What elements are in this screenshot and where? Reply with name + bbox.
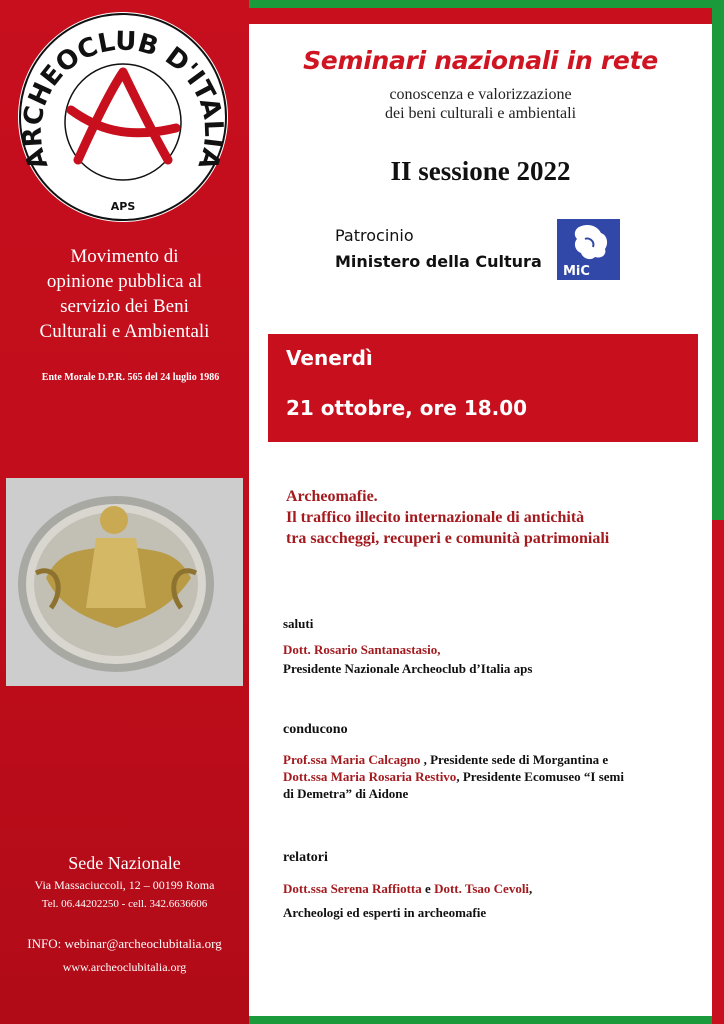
talk-line-2: Il traffico illecito internazionale di antichità [286,509,585,526]
frame-bottom-green [249,1016,712,1024]
frame-right-red [712,520,724,1024]
logo-aps-text: APS [110,200,136,213]
talk-line-3: tra saccheggi, recuperi e comunità patrimoniali [286,530,610,547]
mic-logo-icon [557,219,620,280]
relatori-comma: , [529,881,533,896]
relatori-and: e [421,881,435,896]
page-title: Seminari nazionali in rete [303,46,658,75]
relatori-role: Archeologi ed esperti in archeomafie [283,905,487,920]
subtitle-line-1: conoscenza e valorizzazione [389,86,572,103]
frame-top-red [249,8,712,24]
conducono-role-1: , Presidente sede di Morgantina e [420,752,609,767]
session-title: II sessione 2022 [390,156,571,186]
website-link[interactable]: www.archeoclubitalia.org [62,960,187,974]
saluti-label: saluti [283,616,314,631]
conducono-line-2 [283,768,703,785]
conducono-label: conducono [283,722,348,737]
sede-address: Via Massaciuccoli, 12 – 00199 Roma [34,878,215,892]
event-datetime: 21 ottobre, ore 18.00 [286,396,528,420]
relatori-person-2: Dott. Tsao Cevoli [434,881,530,896]
relatori-person-1: Dott.ssa Serena Raffiotta [283,881,422,896]
saluti-role: Presidente Nazionale Archeoclub d’Italia aps [283,661,533,676]
mic-label: MiC [563,264,590,279]
frame-top-green [249,0,724,8]
conducono-person-1: Prof.ssa Maria Calcagno [283,752,421,767]
archeoclub-logo-icon [16,10,230,224]
patrocinio-label: Patrocinio [335,226,414,245]
subtitle-line-2: dei beni culturali e ambientali [384,105,577,122]
sede-phone: Tel. 06.44202250 - cell. 342.6636606 [41,898,208,910]
left-panel [0,0,249,1024]
date-banner [268,334,698,442]
conducono-line-1 [283,751,703,768]
saluti-person: Dott. Rosario Santanastasio, [283,642,441,657]
talk-title [286,486,706,549]
ministero-label: Ministero della Cultura [335,252,542,271]
relatori-label: relatori [283,850,328,865]
talk-line-1: Archeomafie. [286,488,378,505]
conducono-role-2: , Presidente Ecomuseo “I semi [456,769,624,784]
ente-morale-text: Ente Morale D.P.R. 565 del 24 luglio 1986 [41,372,220,383]
frame-right-green [712,0,724,520]
silver-medallion-photo [6,478,243,686]
conducono-person-2: Dott.ssa Maria Rosaria Restivo [283,769,457,784]
info-email-link[interactable]: INFO: webinar@archeoclubitalia.org [27,936,222,951]
conducono-line-3: di Demetra” di Aidone [283,786,409,801]
event-day: Venerdì [286,346,373,370]
logo-arc-text: ARCHEOCLUB D'ITALIA [17,26,229,173]
movimento-text: Movimento di opinione pubblica al servizio dei Beni Culturali e Ambientali [39,246,210,342]
relatori-line-1 [283,880,703,897]
sede-title: Sede Nazionale [68,853,181,873]
